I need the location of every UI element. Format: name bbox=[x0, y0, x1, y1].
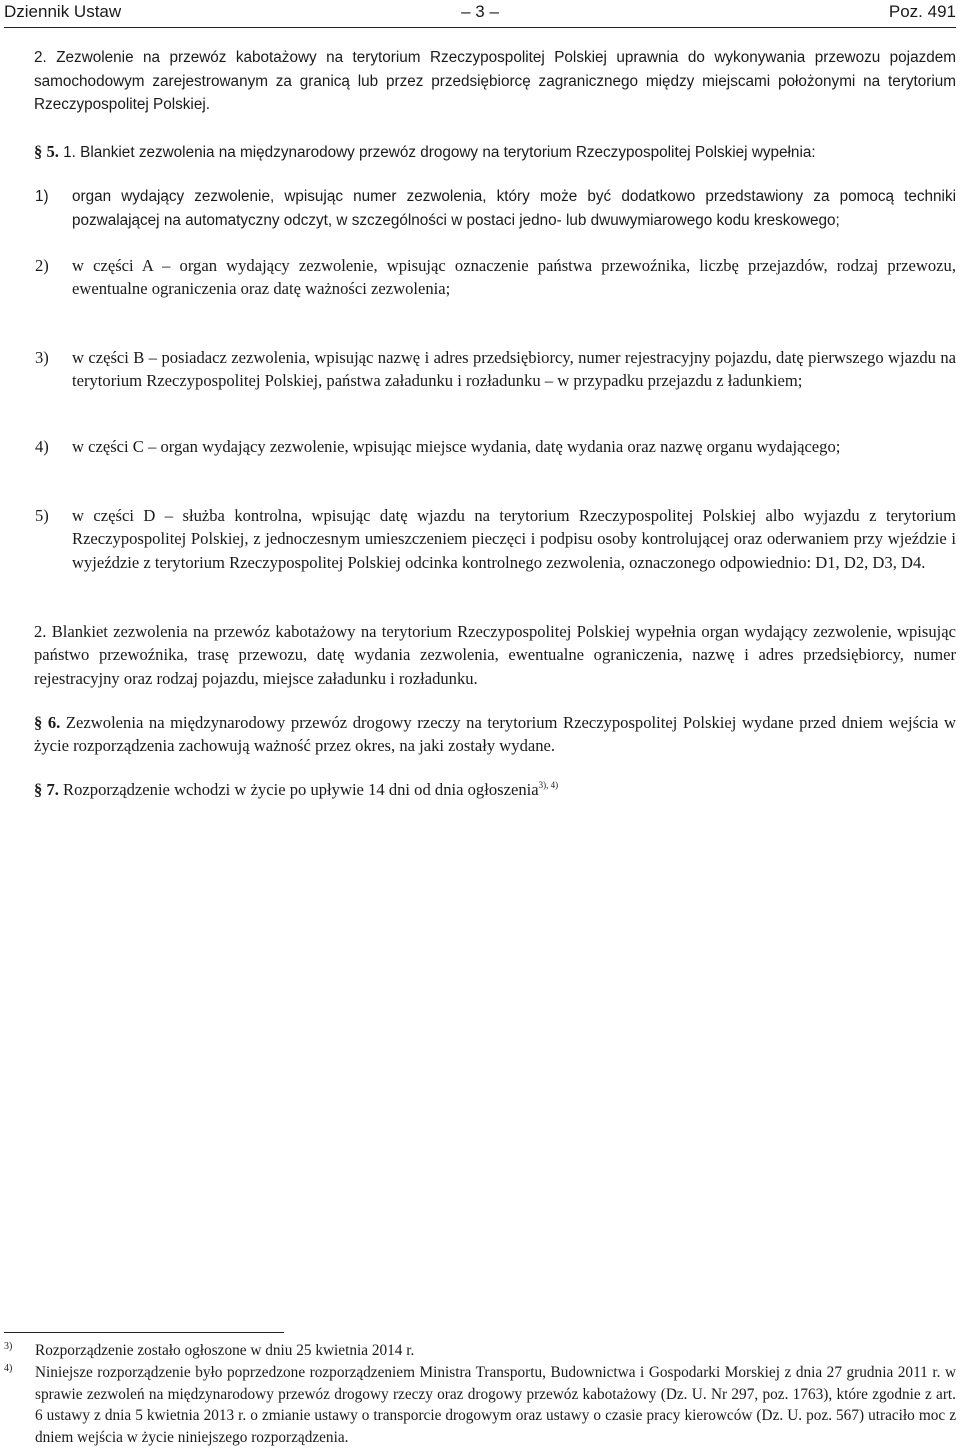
list-item-text: w części A – organ wydający zezwolenie, wpisując oznaczenie państwa przewoźnika, liczbę przejazdów, rodzaj przewozu, ewentualne ograniczenia oraz datę ważności zezwolenia; bbox=[72, 256, 956, 299]
section-6 bbox=[4, 711, 956, 758]
list-item bbox=[4, 254, 956, 301]
footnote-number: 4) bbox=[4, 1363, 13, 1374]
header-divider bbox=[4, 27, 956, 28]
paragraph-2: 2. Zezwolenie na przewóz kabotażowy na terytorium Rzeczypospolitej Polskiej uprawnia do wykonywania przewozu pojazdem samochodowym zarejestrowanym za granicą lub przez przedsiębiorcę zagranicznego między miejscami położonymi na terytorium Rzeczypospolitej Polskiej. bbox=[34, 49, 956, 113]
list-item bbox=[4, 435, 956, 458]
footnote bbox=[4, 1340, 956, 1362]
section-5-mark: § 5. bbox=[34, 142, 59, 161]
section-7-mark: § 7. bbox=[34, 780, 59, 799]
list-item bbox=[4, 504, 956, 574]
footnote-divider bbox=[4, 1332, 284, 1333]
list-item-number: 5) bbox=[35, 506, 49, 525]
footnote-number: 3) bbox=[4, 1341, 13, 1352]
list-item-text: organ wydający zezwolenie, wpisując numer zezwolenia, który może być dodatkowo przedstawiony za pomocą techniki pozwalającej na automatyczny odczyt, w szczególności w postaci jedno- lub dwuwymiarowego kodu kreskowego; bbox=[72, 188, 956, 229]
footnote-references: 3), 4) bbox=[538, 780, 559, 790]
section-5-paragraph-2: 2. Blankiet zezwolenia na przewóz kabotażowy na terytorium Rzeczypospolitej Polskiej wypełnia organ wydający zezwolenie, wpisując państwo przewoźnika, trasę przewozu, datę wydania zezwolenia, ewentualne ograniczenia, nazwę i adres przedsiębiorcy, numer rejestracyjny oraz rodzaj pojazdu, miejsce załadunku i rozładunku. bbox=[34, 622, 956, 688]
section-5-intro bbox=[4, 140, 956, 165]
list-item-number: 3) bbox=[35, 348, 49, 367]
list-item-number: 4) bbox=[35, 437, 49, 456]
list-item-number: 2) bbox=[35, 256, 49, 275]
list-item-text: w części D – służba kontrolna, wpisując datę wjazdu na terytorium Rzeczypospolitej Polskiej albo wyjazdu z terytorium Rzeczypospolitej Polskiej, z jednoczesnym umieszczeniem pieczęci i podpisu osoby kontrolującej oraz oderwaniem przy wjeździe i wyjeździe z terytorium Rzeczypospolitej Polskiej odcinka kontrolnego zezwolenia, oznaczonego odpowiednio: D1, D2, D3, D4. bbox=[72, 506, 956, 572]
footnote-text: Niniejsze rozporządzenie było poprzedzone rozporządzeniem Ministra Transportu, Budownictwa i Gospodarki Morskiej z dnia 27 grudnia 2011 r. w sprawie zezwoleń na międzynarodowy przewóz drogowy rzeczy oraz drogowy przewóz kabotażowy (Dz. U. Nr 297, poz. 1763), które zgodnie z art. 6 ustawy z dnia 5 kwietnia 2013 r. o zmianie ustawy o transporcie drogowym oraz ustawy o czasie pracy kierowców (Dz. U. poz. 567) utraciło moc z dniem wejścia w życie niniejszego rozporządzenia. bbox=[35, 1364, 956, 1446]
list-item-number: 1) bbox=[35, 188, 49, 205]
section-7 bbox=[4, 778, 956, 801]
section-5-intro-text: 1. Blankiet zezwolenia na międzynarodowy przewóz drogowy na terytorium Rzeczypospolitej Polskiej wypełnia: bbox=[63, 144, 816, 161]
list-item-text: w części C – organ wydający zezwolenie, wpisując miejsce wydania, datę wydania oraz nazwę organu wydającego; bbox=[72, 437, 841, 456]
section-6-mark: § 6. bbox=[34, 713, 61, 732]
journal-title: Dziennik Ustaw bbox=[4, 2, 122, 21]
footnote-text: Rozporządzenie zostało ogłoszone w dniu 25 kwietnia 2014 r. bbox=[35, 1342, 415, 1359]
list-item-text: w części B – posiadacz zezwolenia, wpisując nazwę i adres przedsiębiorcy, numer rejestracyjny pojazdu, datę pierwszego wjazdu na terytorium Rzeczypospolitej Polskiej, państwa załadunku i rozładunku – w przypadku przejazdu z ładunkiem; bbox=[72, 348, 956, 391]
footnote bbox=[4, 1362, 956, 1448]
list-item bbox=[4, 346, 956, 393]
list-item bbox=[4, 185, 956, 232]
section-7-text: Rozporządzenie wchodzi w życie po upływie 14 dni od dnia ogłoszenia bbox=[63, 780, 539, 799]
position-number: Poz. 491 bbox=[888, 2, 956, 21]
section-6-text: Zezwolenia na międzynarodowy przewóz drogowy rzeczy na terytorium Rzeczypospolitej Polskiej wydane przed dniem wejścia w życie rozporządzenia zachowują ważność przez okres, na jaki zostały wydane. bbox=[34, 713, 956, 756]
page-number: – 3 – bbox=[461, 2, 499, 21]
page-header bbox=[4, 0, 956, 26]
